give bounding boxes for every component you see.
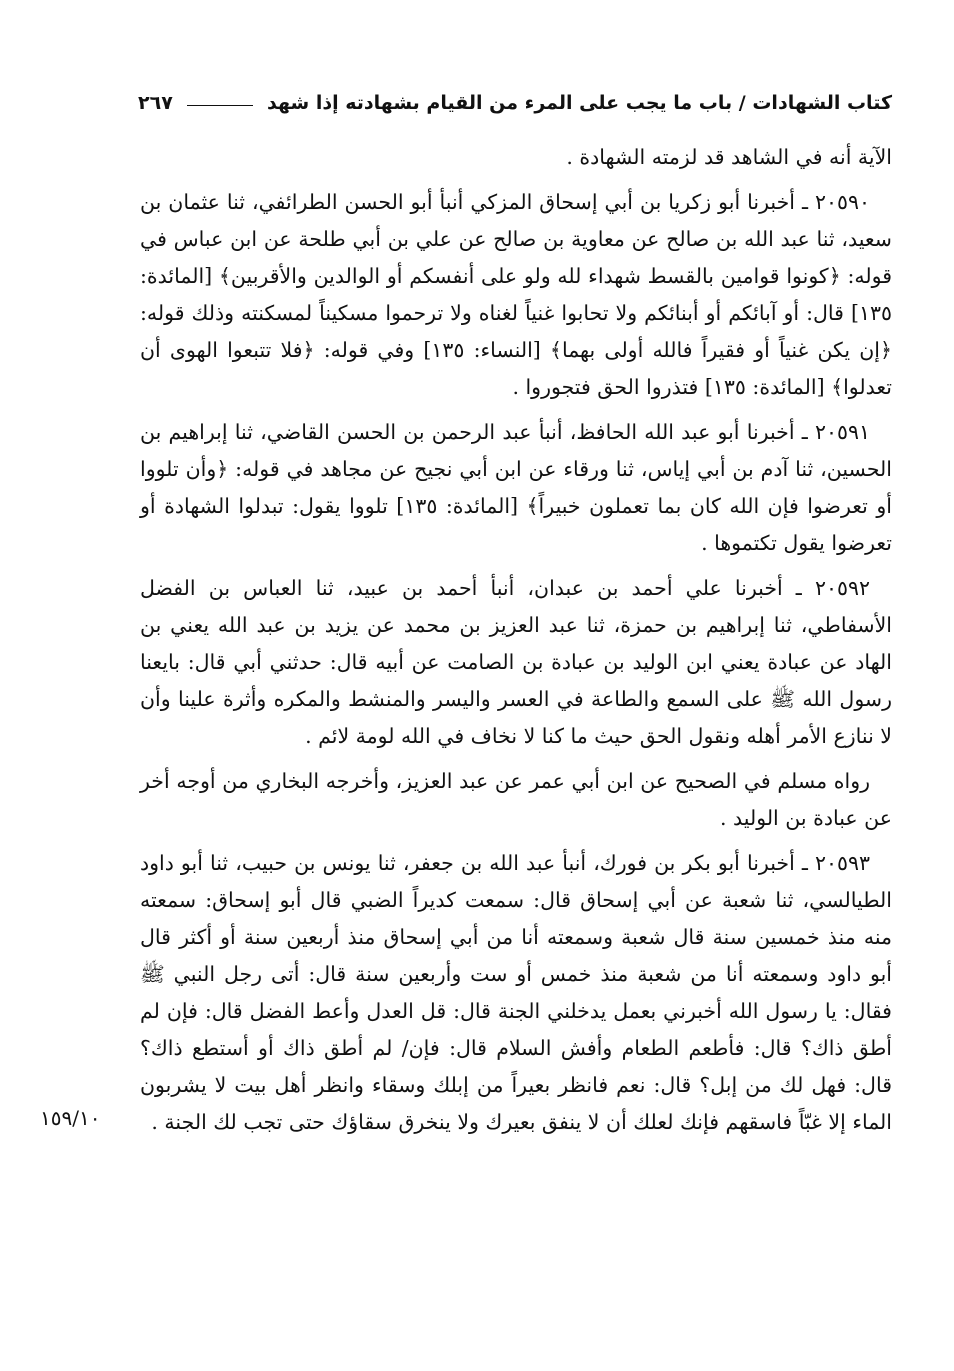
margin-reference: ١٥٩/١٠ xyxy=(40,1106,101,1130)
hadith-20593: ٢٠٥٩٣ ـ أخبرنا أبو بكر بن فورك، أنبأ عبد الله بن جعفر، ثنا يونس بن حبيب، ثنا أبو داود الطيالسي، ثنا شعبة عن أبي إسحاق قال: سمعت كديراً الضبي قال أبو إسحاق: سمعته منه منذ خمسين سنة قال شعبة وسمعته أنا من أبي إسحاق منذ أربعين سنة أو أكثر قال أبو داود وسمعته أنا من شعبة منذ خمس أو ست وأربعين سنة قال: أتى رجل النبي ﷺ فقال: يا رسول الله أخبرني بعمل يدخلني الجنة قال: قل العدل وأعط الفضل قال: فإن لم أطق ذاك؟ قال: فأطعم الطعام وأفش السلام قال: فإن/ لم أطق ذاك أو أستطع ذاك؟ قال: فهل لك من إبل؟ قال: نعم فانظر بعيراً من إبلك وسقاء وانظر أهل بيت لا يشربون الماء إلا غبّاً فاسقهم فإنك لعلك أن لا ينفق بعيرك ولا ينخرق سقاؤك حتى تجب لك الجنة . xyxy=(140,851,892,1134)
body-text xyxy=(140,139,892,1149)
hadith-20592: ٢٠٥٩٢ ـ أخبرنا علي أحمد بن عبدان، أنبأ أحمد بن عبيد، ثنا العباس بن الفضل الأسفاطي، ثنا إبراهيم بن حمزة، ثنا عبد العزيز بن محمد عن يزيد بن عبد الله يعني بن الهاد عن عبادة يعني ابن الوليد بن عبادة بن الصامت عن أبيه قال: حدثني أبي قال: بايعنا رسول الله ﷺ على السمع والطاعة في العسر واليسر والمنشط والمكره وأثرة علينا وأن لا ننازع الأمر أهله ونقول الحق حيث ما كنا لا نخاف في الله لومة لائم . xyxy=(140,576,892,748)
narration-note: رواه مسلم في الصحيح عن ابن أبي عمر عن عبد العزيز، وأخرجه البخاري من أوجه أخر عن عبادة بن الوليد . xyxy=(140,769,892,830)
hadith-20591: ٢٠٥٩١ ـ أخبرنا أبو عبد الله الحافظ، أنبأ عبد الرحمن بن الحسن القاضي، ثنا إبراهيم بن الحسين، ثنا آدم بن أبي إياس، ثنا ورقاء عن ابن أبي نجيح عن مجاهد في قوله: ﴿وأن تلووا أو تعرضوا فإن الله كان بما تعملون خبيراً﴾ [المائدة: ١٣٥] تلووا يقول: تبدلوا الشهادة أو تعرضوا يقول تكتموها . xyxy=(140,420,892,555)
header-title: كتاب الشهادات / باب ما يجب على المرء من القيام بشهادته إذا شهد xyxy=(267,92,892,114)
running-header xyxy=(138,86,892,120)
header-rule xyxy=(187,105,253,106)
page-number: ٢٦٧ xyxy=(138,92,173,114)
hadith-20590: ٢٠٥٩٠ ـ أخبرنا أبو زكريا بن أبي إسحاق المزكي أنبأ أبو الحسن الطرائفي، ثنا عثمان بن سعيد، ثنا عبد الله بن صالح عن معاوية بن صالح عن علي بن أبي طلحة عن ابن عباس في قوله: ﴿كونوا قوامين بالقسط شهداء لله ولو على أنفسكم أو الوالدين والأقربين﴾ [المائدة: ١٣٥] قال: أو آبائكم أو أبنائكم ولا تحابوا غنياً لغناه ولا ترحموا مسكيناً لمسكنته وذلك قوله: ﴿إن يكن غنياً أو فقيراً فالله أولى بهما﴾ [النساء: ١٣٥] وفي قوله: ﴿فلا تتبعوا الهوى أن تعدلوا﴾ [المائدة: ١٣٥] فتذروا الحق فتجوروا . xyxy=(140,190,892,399)
paragraph-continuation: الآية أنه في الشاهد قد لزمته الشهادة . xyxy=(566,145,892,169)
